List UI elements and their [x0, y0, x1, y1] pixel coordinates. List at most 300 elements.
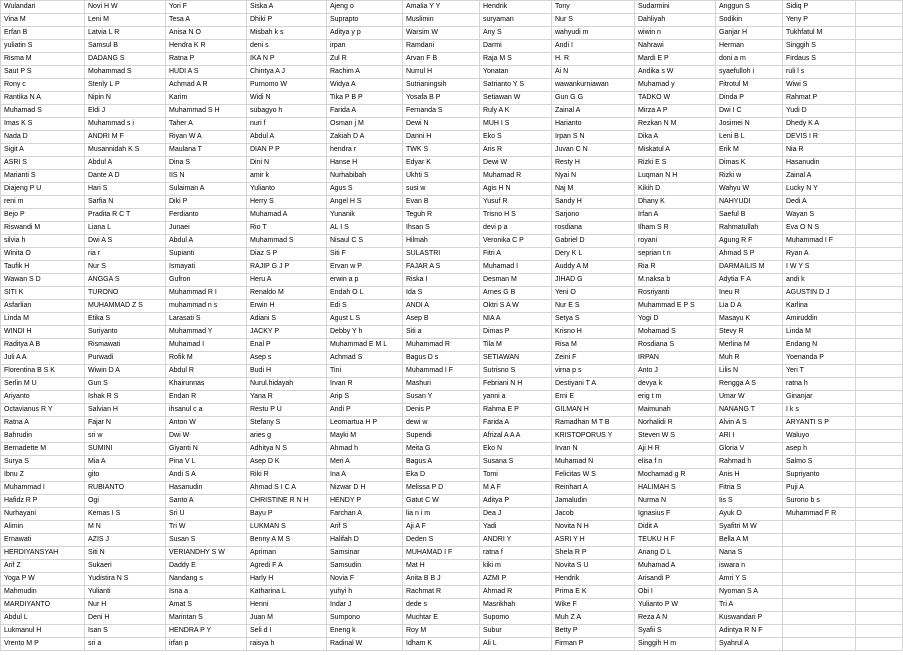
table-cell[interactable]: Yoga P W — [1, 573, 85, 586]
table-cell[interactable]: SETIAWAN — [480, 352, 552, 365]
table-cell[interactable]: Rizki E S — [635, 157, 716, 170]
table-cell[interactable]: Dina S — [166, 157, 247, 170]
table-cell[interactable] — [856, 131, 903, 144]
table-cell[interactable]: Abdul A — [166, 235, 247, 248]
table-cell[interactable]: Risa M — [552, 339, 635, 352]
table-cell[interactable]: Rantika N A — [1, 92, 85, 105]
table-cell[interactable]: Lukmanul H — [1, 625, 85, 638]
table-cell[interactable]: MUHAMMAD Z S — [85, 300, 166, 313]
table-cell[interactable]: Tukhfatul M — [783, 27, 856, 40]
table-cell[interactable]: yanni a — [480, 391, 552, 404]
table-cell[interactable]: Irpan S N — [552, 131, 635, 144]
table-cell[interactable]: wawankurniawan — [552, 79, 635, 92]
table-cell[interactable] — [856, 560, 903, 573]
table-cell[interactable]: Muhamad N — [552, 456, 635, 469]
table-cell[interactable]: Dewi W — [480, 157, 552, 170]
table-cell[interactable]: Amat S — [166, 599, 247, 612]
table-cell[interactable]: ANDRI M F — [85, 131, 166, 144]
table-cell[interactable]: Muhammad R — [403, 339, 480, 352]
table-cell[interactable]: Kuswandari P — [716, 612, 783, 625]
table-cell[interactable]: TADKO W — [635, 92, 716, 105]
table-cell[interactable]: Dery K L — [552, 248, 635, 261]
table-cell[interactable]: Zeini F — [552, 352, 635, 365]
table-cell[interactable]: Abdul R — [166, 365, 247, 378]
table-cell[interactable]: HENDRA P Y — [166, 625, 247, 638]
table-cell[interactable]: GILMAN H — [552, 404, 635, 417]
table-cell[interactable]: Agung R F — [716, 235, 783, 248]
table-cell[interactable]: Mayki M — [327, 430, 403, 443]
table-cell[interactable]: Edi S — [327, 300, 403, 313]
table-cell[interactable]: Karlina — [783, 300, 856, 313]
table-cell[interactable]: Didit A — [635, 521, 716, 534]
table-cell[interactable]: Yogi D — [635, 313, 716, 326]
table-cell[interactable] — [856, 248, 903, 261]
table-cell[interactable]: M.naksa b — [635, 274, 716, 287]
table-cell[interactable]: Siti a — [403, 326, 480, 339]
table-cell[interactable]: Dhany K — [635, 196, 716, 209]
table-cell[interactable] — [856, 417, 903, 430]
table-cell[interactable]: Satrianto Y S — [480, 79, 552, 92]
table-cell[interactable]: Supriyanto — [783, 469, 856, 482]
table-cell[interactable]: Arvan F B — [403, 53, 480, 66]
table-cell[interactable]: Achmad S — [327, 352, 403, 365]
table-cell[interactable]: JACKY P — [247, 326, 327, 339]
table-cell[interactable]: Masayu K — [716, 313, 783, 326]
table-cell[interactable]: Ignasius F — [635, 508, 716, 521]
table-cell[interactable]: Debby Y h — [327, 326, 403, 339]
table-cell[interactable]: NIA A — [480, 313, 552, 326]
table-cell[interactable]: Felicitas W S — [552, 469, 635, 482]
table-cell[interactable]: Muhammad I F — [783, 235, 856, 248]
table-cell[interactable]: Anang D L — [635, 547, 716, 560]
table-cell[interactable]: Ahmad S P — [716, 248, 783, 261]
table-cell[interactable] — [856, 14, 903, 27]
table-cell[interactable]: Tila M — [480, 339, 552, 352]
table-cell[interactable]: Ariyanto — [1, 391, 85, 404]
table-cell[interactable]: Andika s W — [635, 66, 716, 79]
table-cell[interactable]: Rofik M — [166, 352, 247, 365]
table-cell[interactable]: HENDY P — [327, 495, 403, 508]
table-cell[interactable]: Budi H — [247, 365, 327, 378]
table-cell[interactable]: Zul R — [327, 53, 403, 66]
table-cell[interactable] — [856, 365, 903, 378]
table-cell[interactable]: Deden S — [403, 534, 480, 547]
table-cell[interactable]: yuliatin S — [1, 40, 85, 53]
table-cell[interactable] — [856, 105, 903, 118]
table-cell[interactable]: Dea J — [480, 508, 552, 521]
table-cell[interactable]: syaefulloh i — [716, 66, 783, 79]
table-cell[interactable]: Sukaeri — [85, 560, 166, 573]
table-cell[interactable]: Arif S — [327, 521, 403, 534]
table-cell[interactable]: Shela R P — [552, 547, 635, 560]
table-cell[interactable]: Giyanti N — [166, 443, 247, 456]
table-cell[interactable]: Rizki w — [716, 170, 783, 183]
table-cell[interactable]: Andi I — [552, 40, 635, 53]
table-cell[interactable] — [783, 586, 856, 599]
table-cell[interactable] — [856, 144, 903, 157]
table-cell[interactable]: Wike F — [552, 599, 635, 612]
table-cell[interactable]: Rachim A — [327, 66, 403, 79]
table-cell[interactable]: Marianti S — [1, 170, 85, 183]
table-cell[interactable]: Muchtar E — [403, 612, 480, 625]
table-cell[interactable]: devi p a — [480, 222, 552, 235]
table-cell[interactable]: Arip S — [327, 391, 403, 404]
table-cell[interactable] — [856, 261, 903, 274]
table-cell[interactable]: Misbah k s — [247, 27, 327, 40]
table-cell[interactable]: suryaman — [480, 14, 552, 27]
table-cell[interactable]: Muhamad S — [1, 105, 85, 118]
table-cell[interactable]: Bayu P — [247, 508, 327, 521]
table-cell[interactable]: Nizwar D H — [327, 482, 403, 495]
table-cell[interactable]: Any S — [480, 27, 552, 40]
table-cell[interactable]: Dwi I C — [716, 105, 783, 118]
table-cell[interactable]: royani — [635, 235, 716, 248]
table-cell[interactable]: Halifah D — [327, 534, 403, 547]
table-cell[interactable]: Aditya y p — [327, 27, 403, 40]
table-cell[interactable]: Eva O N S — [783, 222, 856, 235]
table-cell[interactable] — [856, 157, 903, 170]
table-cell[interactable]: Hendrik — [480, 1, 552, 14]
table-cell[interactable]: Evan B — [403, 196, 480, 209]
table-cell[interactable]: Nyai N — [552, 170, 635, 183]
table-cell[interactable]: Chintya A J — [247, 66, 327, 79]
table-cell[interactable]: Daddy E — [166, 560, 247, 573]
table-cell[interactable]: Renaldo M — [247, 287, 327, 300]
table-cell[interactable]: Yulianto P W — [635, 599, 716, 612]
table-cell[interactable]: Samsudin — [327, 560, 403, 573]
table-cell[interactable]: Novi H W — [85, 1, 166, 14]
table-cell[interactable]: Yulianto — [247, 183, 327, 196]
table-cell[interactable]: Ibnu Z — [1, 469, 85, 482]
table-cell[interactable] — [856, 235, 903, 248]
table-cell[interactable]: Karim — [166, 92, 247, 105]
table-cell[interactable]: Ida S — [403, 287, 480, 300]
table-cell[interactable]: Nandang s — [166, 573, 247, 586]
table-cell[interactable]: Muhamad A — [247, 209, 327, 222]
table-cell[interactable]: Setya S — [552, 313, 635, 326]
table-cell[interactable] — [856, 300, 903, 313]
table-cell[interactable]: Fitrotul M — [716, 79, 783, 92]
table-cell[interactable]: Rony c — [1, 79, 85, 92]
table-cell[interactable]: Muhammad E M L — [327, 339, 403, 352]
table-cell[interactable]: Agus S — [327, 183, 403, 196]
table-cell[interactable]: Ahmad R — [480, 586, 552, 599]
table-cell[interactable]: Achmad A R — [166, 79, 247, 92]
table-cell[interactable]: Taher A — [166, 118, 247, 131]
table-cell[interactable]: Muhammad F R — [783, 508, 856, 521]
table-cell[interactable]: ASRI Y H — [552, 534, 635, 547]
table-cell[interactable]: Lucky N Y — [783, 183, 856, 196]
table-cell[interactable]: Restu P U — [247, 404, 327, 417]
table-cell[interactable]: Bella A M — [716, 534, 783, 547]
table-cell[interactable]: Hilmah — [403, 235, 480, 248]
table-cell[interactable]: Muh R — [716, 352, 783, 365]
table-cell[interactable]: Samsinar — [327, 547, 403, 560]
table-cell[interactable] — [856, 469, 903, 482]
table-cell[interactable]: Muhammad E P S — [635, 300, 716, 313]
table-cell[interactable]: Yori F — [166, 1, 247, 14]
table-cell[interactable]: Ogi — [85, 495, 166, 508]
table-cell[interactable]: Fitria S — [716, 482, 783, 495]
table-cell[interactable]: RAJIP G J P — [247, 261, 327, 274]
table-cell[interactable]: Mirza A P — [635, 105, 716, 118]
table-cell[interactable]: Riki R — [247, 469, 327, 482]
table-cell[interactable]: Tomi — [480, 469, 552, 482]
table-cell[interactable]: Suprapto — [327, 14, 403, 27]
table-cell[interactable]: Muhamad R — [480, 170, 552, 183]
table-cell[interactable]: Ahmad h — [327, 443, 403, 456]
table-cell[interactable]: Siti F — [327, 248, 403, 261]
table-cell[interactable] — [856, 430, 903, 443]
table-cell[interactable]: Sudarmini — [635, 1, 716, 14]
table-cell[interactable]: AZIS J — [85, 534, 166, 547]
table-cell[interactable] — [783, 638, 856, 651]
table-cell[interactable]: Iis S — [716, 495, 783, 508]
table-cell[interactable]: Erni E — [552, 391, 635, 404]
table-cell[interactable]: Indar J — [327, 599, 403, 612]
table-cell[interactable]: Nurma N — [635, 495, 716, 508]
table-cell[interactable]: Deni H — [85, 612, 166, 625]
table-cell[interactable]: erwin a p — [327, 274, 403, 287]
table-cell[interactable]: Teguh R — [403, 209, 480, 222]
table-cell[interactable]: Oktri S A W — [480, 300, 552, 313]
table-cell[interactable]: sri w — [85, 430, 166, 443]
table-cell[interactable]: Kikih D — [635, 183, 716, 196]
table-cell[interactable]: Nur E S — [552, 300, 635, 313]
table-cell[interactable]: Yudistira N S — [85, 573, 166, 586]
table-cell[interactable]: Rahmat P — [783, 92, 856, 105]
table-cell[interactable]: Prima E K — [552, 586, 635, 599]
table-cell[interactable]: Henni — [247, 599, 327, 612]
table-cell[interactable]: Sutrisno S — [480, 365, 552, 378]
table-cell[interactable]: DEVIS I R — [783, 131, 856, 144]
table-cell[interactable]: ARYANTI S P — [783, 417, 856, 430]
table-cell[interactable] — [856, 196, 903, 209]
table-cell[interactable]: Ria R — [635, 261, 716, 274]
table-cell[interactable]: Susana S — [480, 456, 552, 469]
table-cell[interactable]: Yoenanda P — [783, 352, 856, 365]
table-cell[interactable] — [783, 560, 856, 573]
table-cell[interactable]: Ayuk O — [716, 508, 783, 521]
table-cell[interactable] — [856, 92, 903, 105]
table-cell[interactable]: Hasanudin — [166, 482, 247, 495]
table-cell[interactable]: Kemas I S — [85, 508, 166, 521]
table-cell[interactable]: Merlina M — [716, 339, 783, 352]
table-cell[interactable]: Destiyani T A — [552, 378, 635, 391]
table-cell[interactable] — [783, 625, 856, 638]
table-cell[interactable]: Marintan S — [166, 612, 247, 625]
table-cell[interactable]: Muhammad I F — [403, 365, 480, 378]
table-cell[interactable] — [856, 456, 903, 469]
table-cell[interactable]: Sulaiman A — [166, 183, 247, 196]
table-cell[interactable]: Trisno H S — [480, 209, 552, 222]
table-cell[interactable]: Surono b s — [783, 495, 856, 508]
table-cell[interactable]: Leomartua H P — [327, 417, 403, 430]
table-cell[interactable]: Siti N — [85, 547, 166, 560]
table-cell[interactable]: Dinda P — [716, 92, 783, 105]
table-cell[interactable] — [856, 586, 903, 599]
table-cell[interactable]: Krisno H — [552, 326, 635, 339]
table-cell[interactable]: Harly H — [247, 573, 327, 586]
table-cell[interactable]: sri a — [85, 638, 166, 651]
table-cell[interactable]: Reza A N — [635, 612, 716, 625]
table-cell[interactable]: Arif Z — [1, 560, 85, 573]
table-cell[interactable]: Latvia L R — [85, 27, 166, 40]
table-cell[interactable]: Adhitya N S — [247, 443, 327, 456]
table-cell[interactable]: Amalia Y Y — [403, 1, 480, 14]
table-cell[interactable] — [856, 404, 903, 417]
table-cell[interactable] — [856, 183, 903, 196]
table-cell[interactable]: Wiwin D A — [85, 365, 166, 378]
table-cell[interactable]: Dante A D — [85, 170, 166, 183]
table-cell[interactable]: Masrikhah — [480, 599, 552, 612]
table-cell[interactable]: Linda M — [1, 313, 85, 326]
table-cell[interactable]: Yunanik — [327, 209, 403, 222]
table-cell[interactable]: yuhyi h — [327, 586, 403, 599]
table-cell[interactable]: Dwi A S — [85, 235, 166, 248]
table-cell[interactable]: Gloria V — [716, 443, 783, 456]
table-cell[interactable]: asep h — [783, 443, 856, 456]
table-cell[interactable]: muhammad n s — [166, 300, 247, 313]
table-cell[interactable]: Yudi D — [783, 105, 856, 118]
table-cell[interactable]: Bejo P — [1, 209, 85, 222]
table-cell[interactable]: Nurhabibah — [327, 170, 403, 183]
table-cell[interactable]: Jamaludin — [552, 495, 635, 508]
table-cell[interactable] — [783, 573, 856, 586]
table-cell[interactable]: Warsim W — [403, 27, 480, 40]
table-cell[interactable]: Angel H S — [327, 196, 403, 209]
table-cell[interactable]: Anton W — [166, 417, 247, 430]
table-cell[interactable]: Waluyo — [783, 430, 856, 443]
table-cell[interactable]: Muhammad s i — [85, 118, 166, 131]
table-cell[interactable]: AGUSTIN D J — [783, 287, 856, 300]
table-cell[interactable]: lia n i m — [403, 508, 480, 521]
table-cell[interactable]: Rosdiana S — [635, 339, 716, 352]
table-cell[interactable]: NANANG T — [716, 404, 783, 417]
table-cell[interactable]: Asep s — [247, 352, 327, 365]
table-cell[interactable]: Subur — [480, 625, 552, 638]
table-cell[interactable]: Dhedy K A — [783, 118, 856, 131]
table-cell[interactable]: Aji A F — [403, 521, 480, 534]
table-cell[interactable]: Zainal A — [552, 105, 635, 118]
table-cell[interactable]: Yulianti — [85, 586, 166, 599]
table-cell[interactable]: Yeri T — [783, 365, 856, 378]
table-cell[interactable]: Edyar K — [403, 157, 480, 170]
table-cell[interactable]: Gabriel D — [552, 235, 635, 248]
table-cell[interactable]: Ukhti S — [403, 170, 480, 183]
table-cell[interactable]: Aris R — [480, 144, 552, 157]
table-cell[interactable]: Gatut C W — [403, 495, 480, 508]
table-cell[interactable]: HERDIYANSYAH — [1, 547, 85, 560]
table-cell[interactable]: Amiruddin — [783, 313, 856, 326]
table-cell[interactable]: Ervan w P — [327, 261, 403, 274]
table-cell[interactable]: Larasati S — [166, 313, 247, 326]
table-cell[interactable]: Siska A — [247, 1, 327, 14]
table-cell[interactable]: Zainal A — [783, 170, 856, 183]
table-cell[interactable]: Sutrianingsih — [403, 79, 480, 92]
table-cell[interactable]: Arisandi P — [635, 573, 716, 586]
table-cell[interactable]: Sarfia N — [85, 196, 166, 209]
table-cell[interactable]: Singgih H m — [635, 638, 716, 651]
table-cell[interactable]: Aji H R — [635, 443, 716, 456]
table-cell[interactable]: Singgih S — [783, 40, 856, 53]
table-cell[interactable]: Juan M — [247, 612, 327, 625]
table-cell[interactable]: Salmo S — [783, 456, 856, 469]
table-cell[interactable]: Syafitri M W — [716, 521, 783, 534]
table-cell[interactable]: Mashuri — [403, 378, 480, 391]
table-cell[interactable]: Asep B — [403, 313, 480, 326]
table-cell[interactable]: M N — [85, 521, 166, 534]
table-cell[interactable]: Agis H N — [480, 183, 552, 196]
table-cell[interactable]: Hanse H — [327, 157, 403, 170]
table-cell[interactable]: Muh Z A — [552, 612, 635, 625]
table-cell[interactable]: Lia D A — [716, 300, 783, 313]
table-cell[interactable]: Miskatul A — [635, 144, 716, 157]
table-cell[interactable]: Herry S — [247, 196, 327, 209]
table-cell[interactable]: Irvan R — [327, 378, 403, 391]
table-cell[interactable]: Erfan B — [1, 27, 85, 40]
table-cell[interactable]: Muhammad Y — [166, 326, 247, 339]
table-cell[interactable]: Andi P — [327, 404, 403, 417]
table-cell[interactable]: Mat H — [403, 560, 480, 573]
table-cell[interactable]: Sri U — [166, 508, 247, 521]
table-cell[interactable]: Anis H — [716, 469, 783, 482]
table-cell[interactable]: Roy M — [403, 625, 480, 638]
table-cell[interactable]: ruli l s — [783, 66, 856, 79]
table-cell[interactable]: Sodikin — [716, 14, 783, 27]
table-cell[interactable] — [856, 222, 903, 235]
table-cell[interactable]: Serlin M U — [1, 378, 85, 391]
table-cell[interactable]: Naj M — [552, 183, 635, 196]
table-cell[interactable]: Yusuf R — [480, 196, 552, 209]
table-cell[interactable]: Anita B B J — [403, 573, 480, 586]
table-cell[interactable]: Muhamad I — [480, 261, 552, 274]
table-cell[interactable]: Bagus A — [403, 456, 480, 469]
table-cell[interactable]: Diki P — [166, 196, 247, 209]
table-cell[interactable]: silvia h — [1, 235, 85, 248]
table-cell[interactable]: Ganjar H — [716, 27, 783, 40]
table-cell[interactable]: Surya S — [1, 456, 85, 469]
table-cell[interactable]: Octavianus R Y — [1, 404, 85, 417]
table-cell[interactable]: Rezkan N M — [635, 118, 716, 131]
table-cell[interactable]: Hasanudin — [783, 157, 856, 170]
table-cell[interactable]: aries g — [247, 430, 327, 443]
table-cell[interactable]: Adiani S — [247, 313, 327, 326]
table-cell[interactable]: Suriyanto — [85, 326, 166, 339]
table-cell[interactable]: Mochamad g R — [635, 469, 716, 482]
table-cell[interactable]: Linda M — [783, 326, 856, 339]
table-cell[interactable]: Febriani N H — [480, 378, 552, 391]
table-cell[interactable]: Syahrul A — [716, 638, 783, 651]
table-cell[interactable]: Obi I — [635, 586, 716, 599]
table-cell[interactable]: Andi S A — [166, 469, 247, 482]
table-cell[interactable]: Abdul A — [247, 131, 327, 144]
table-cell[interactable]: Wawan S D — [1, 274, 85, 287]
table-cell[interactable]: TURONO — [85, 287, 166, 300]
table-cell[interactable]: ANDI A — [403, 300, 480, 313]
table-cell[interactable]: Novita N H — [552, 521, 635, 534]
table-cell[interactable]: Reinhart A — [552, 482, 635, 495]
table-cell[interactable]: Widi N — [247, 92, 327, 105]
table-cell[interactable]: Nipin N — [85, 92, 166, 105]
table-cell[interactable]: Muhamad A — [635, 560, 716, 573]
table-cell[interactable]: Ina A — [327, 469, 403, 482]
table-cell[interactable]: VERIANDHY S W — [166, 547, 247, 560]
table-cell[interactable]: Hafidz R P — [1, 495, 85, 508]
table-cell[interactable]: Isna a — [166, 586, 247, 599]
table-cell[interactable] — [856, 547, 903, 560]
table-cell[interactable] — [856, 339, 903, 352]
